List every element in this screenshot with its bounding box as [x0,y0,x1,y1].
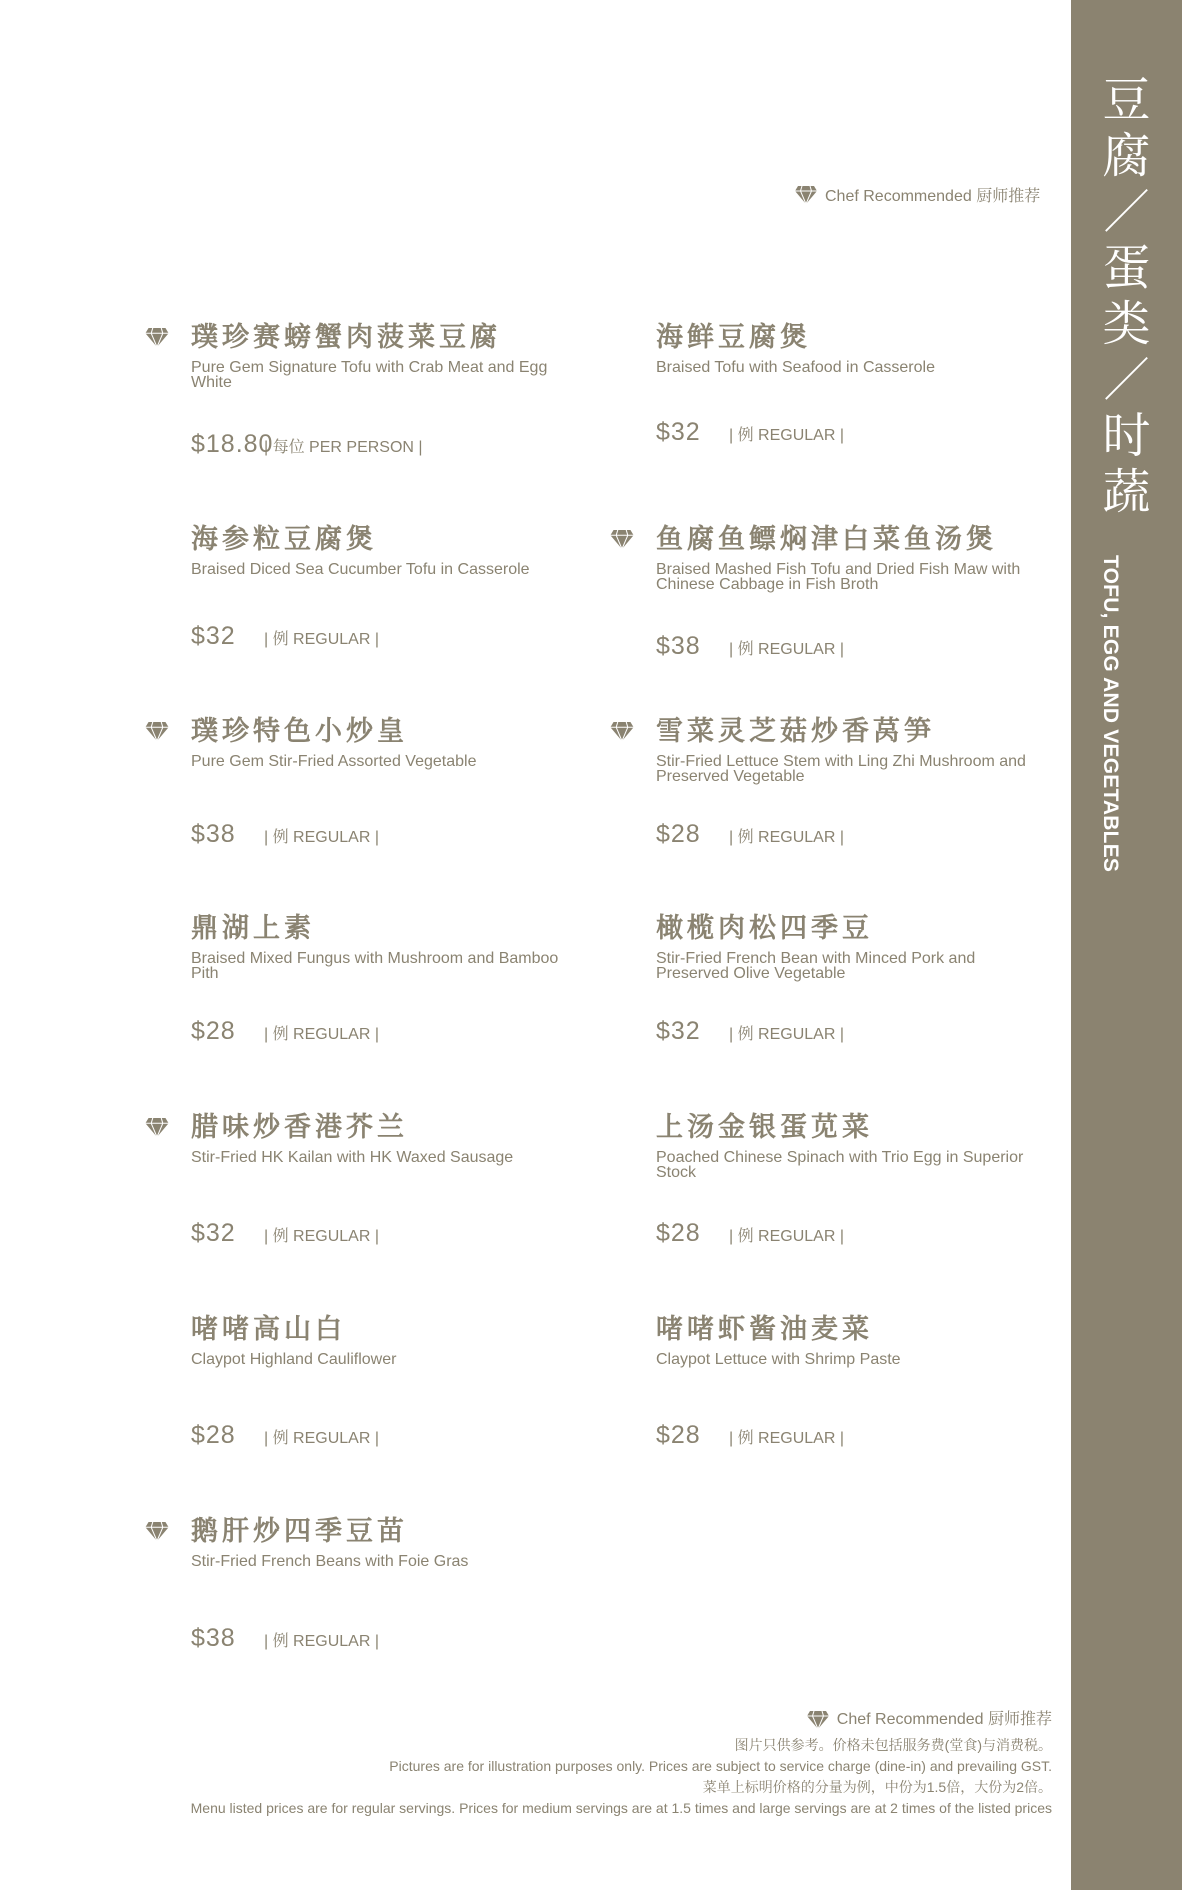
menu-item [191,524,631,650]
dish-name-en: Braised Mixed Fungus with Mushroom and Bamboo Pith [191,950,559,982]
price-row [191,430,423,459]
portion-label: | 例 REGULAR | [264,829,380,846]
price-row [191,1017,379,1046]
dish-name-en: Braised Mashed Fish Tofu and Dried Fish Maw with Chinese Cabbage in Fish Broth [656,561,1021,593]
diamond-icon [145,1118,169,1141]
dish-name-zh: 鹅肝炒四季豆苗 [191,1516,408,1547]
dish-name-zh: 啫啫虾酱油麦菜 [656,1314,873,1345]
dish-name-en: Pure Gem Signature Tofu with Crab Meat and Egg White [191,359,548,391]
dish-name-en: Stir-Fried French Beans with Foie Gras [191,1553,469,1570]
title-separator: ／ [1103,353,1150,407]
diamond-icon [610,722,634,745]
dish-name-en: Braised Diced Sea Cucumber Tofu in Casserole [191,561,530,578]
price-row [191,622,379,651]
menu-item [656,716,1096,848]
price-row [656,1017,844,1046]
diamond-icon [610,530,634,553]
menu-item [191,1112,631,1247]
dish-price: $28 [656,1421,701,1449]
price-row [656,1421,844,1450]
title-char: 类 [1102,296,1151,352]
price-row [191,1624,379,1653]
dish-name-zh: 上汤金银蛋苋菜 [656,1112,873,1143]
price-row [656,820,844,849]
dish-price: $38 [656,632,701,660]
dish-name-en: Braised Tofu with Seafood in Casserole [656,359,935,376]
dish-name-en: Claypot Lettuce with Shrimp Paste [656,1351,901,1368]
price-row [656,632,844,661]
note-en-1: Pictures are for illustration purposes only. Prices are subject to service charge (dine-in) and prevailing GST. [389,1757,1052,1774]
footer-notes [191,1709,1052,1819]
menu-item [656,524,1096,660]
diamond-icon [795,186,817,204]
chef-recommended-legend-bottom [807,1709,1052,1730]
dish-name-zh: 雪菜灵芝菇炒香莴笋 [656,716,935,747]
dish-name-zh: 鱼腐鱼鳔焖津白菜鱼汤煲 [656,524,997,555]
portion-label: | 例 REGULAR | [729,1228,845,1245]
portion-label: | 例 REGULAR | [729,829,845,846]
dish-name-en: Pure Gem Stir-Fried Assorted Vegetable [191,753,477,770]
menu-item [191,913,631,1045]
dish-name-en: Stir-Fried Lettuce Stem with Ling Zhi Mushroom and Preserved Vegetable [656,753,1026,785]
menu-item [656,1112,1096,1247]
chef-recommended-legend [795,183,1040,206]
diamond-icon [145,722,169,745]
portion-label: | 例 REGULAR | [264,1633,380,1650]
note-zh-2: 菜单上标明价格的分量为例，中份为1.5倍，大份为2倍。 [702,1778,1052,1795]
dish-price: $38 [191,820,236,848]
portion-label: | 例 REGULAR | [729,1026,845,1043]
dish-name-en: Poached Chinese Spinach with Trio Egg in Superior Stock [656,1149,1024,1181]
category-title-zh [1071,72,1182,520]
price-row [656,1219,844,1248]
dish-price: $18.80 [191,430,274,458]
dish-price: $28 [656,1219,701,1247]
note-zh-1: 图片只供参考。价格未包括服务费(堂食)与消费税。 [734,1736,1052,1753]
dish-name-zh: 海鲜豆腐煲 [656,322,811,353]
dish-name-zh: 璞珍特色小炒皇 [191,716,408,747]
title-separator: ／ [1103,185,1150,239]
title-char: 时 [1102,408,1151,464]
legend-label: Chef Recommended 厨师推荐 [825,188,1041,205]
dish-name-en: Stir-Fried French Bean with Minced Pork and Preserved Olive Vegetable [656,950,976,982]
dish-price: $32 [656,418,701,446]
dish-name-en: Claypot Highland Cauliflower [191,1351,397,1368]
menu-item [656,322,1096,446]
dish-price: $32 [656,1017,701,1045]
dish-name-zh: 鼎湖上素 [191,913,315,944]
portion-label: | 例 REGULAR | [264,1026,380,1043]
portion-label: | 例 REGULAR | [729,427,845,444]
title-char: 蛋 [1102,240,1151,296]
dish-name-zh: 橄榄肉松四季豆 [656,913,873,944]
dish-name-zh: 腊味炒香港芥兰 [191,1112,408,1143]
dish-price: $32 [191,1219,236,1247]
dish-price: $32 [191,622,236,650]
portion-label: | 例 REGULAR | [264,1228,380,1245]
category-title-en: TOFU, EGG AND VEGETABLES [1099,555,1122,873]
menu-item [656,1314,1096,1449]
dish-price: $28 [191,1421,236,1449]
dish-price: $38 [191,1624,236,1652]
dish-name-zh: 海参粒豆腐煲 [191,524,377,555]
note-en-2: Menu listed prices are for regular servings. Prices for medium servings are at 1.5 times and large servings are at 2 times of the listed prices [190,1799,1052,1816]
portion-label: | 例 REGULAR | [729,641,845,658]
dish-name-en: Stir-Fried HK Kailan with HK Waxed Sausage [191,1149,514,1166]
dish-price: $28 [656,820,701,848]
dish-name-zh: 啫啫高山白 [191,1314,346,1345]
menu-item [191,1516,631,1652]
price-row [656,418,844,447]
menu-item [191,322,631,458]
menu-item [191,1314,631,1449]
title-char: 豆 [1102,72,1151,128]
title-char: 蔬 [1102,464,1151,520]
portion-label: | 例 REGULAR | [264,631,380,648]
price-row [191,1421,379,1450]
legend-label: Chef Recommended 厨师推荐 [836,1711,1052,1728]
menu-item [656,913,1096,1045]
dish-name-zh: 璞珍赛螃蟹肉菠菜豆腐 [191,322,501,353]
price-row [191,820,379,849]
diamond-icon [145,1522,169,1545]
title-char: 腐 [1102,128,1151,184]
portion-label: | 例 REGULAR | [264,1430,380,1447]
menu-item [191,716,631,848]
portion-label: | 每位 PER PERSON | [264,439,423,456]
price-row [191,1219,379,1248]
diamond-icon [145,328,169,351]
diamond-icon [807,1711,829,1729]
portion-label: | 例 REGULAR | [729,1430,845,1447]
dish-price: $28 [191,1017,236,1045]
